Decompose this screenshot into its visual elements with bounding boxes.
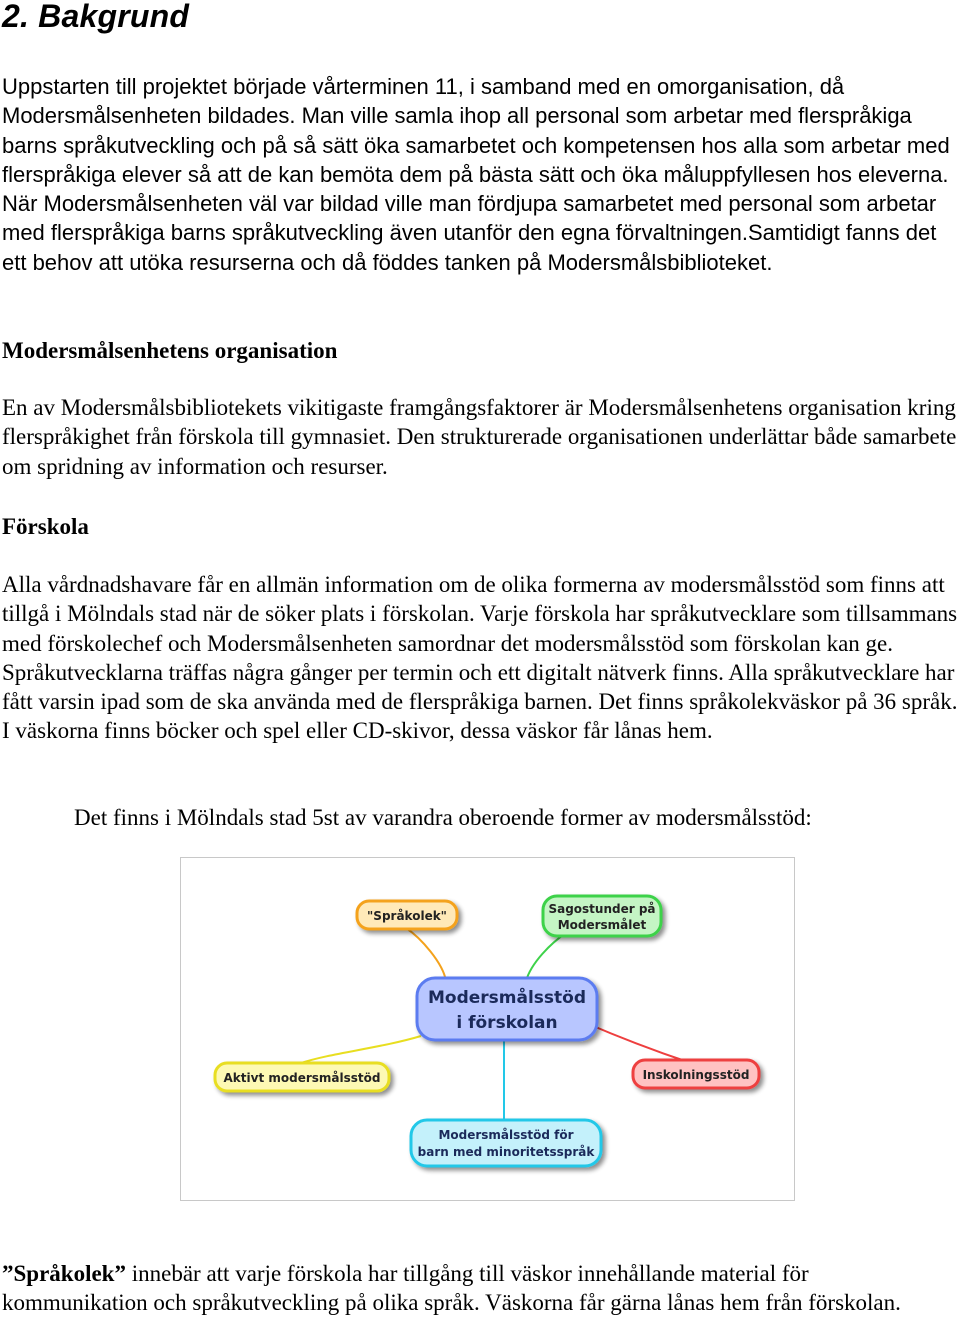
- forskola-paragraph: Alla vårdnadshavare får en allmän information om de olika formerna av modersmålsstöd som finns att tillgå i Mölndals stad när de söker plats i förskolan. Varje förskola har språkutvecklare som tillsammans med förskolechef och Modersmålsenheten samordnar det modersmålsstöd som förskolan kan ge. Språkutvecklarna träffas några gånger per termin och ett digitalt nätverk finns. Alla språkutvecklare har fått varsin ipad som de ska använda med de flerspråkiga barnen. Det finns språkolekväskor på 36 språk. I väskorna finns böcker och spel eller CD-skivor, dessa väskor får lånas hem.: [2, 572, 958, 744]
- sprakolek-text: innebär att varje förskola har tillgång till väskor innehållande material för kommunikation och språkutveckling på olika språk. Väskorna får gärna lånas hem från förskolan.: [2, 1261, 901, 1316]
- section-heading: 2. Bakgrund: [2, 0, 190, 34]
- sprakolek-paragraph: [2, 1259, 960, 1318]
- center-node: [417, 978, 597, 1040]
- center-node-line2: i förskolan: [456, 1013, 558, 1033]
- node-inskolning-label: Inskolningsstöd: [642, 1068, 750, 1082]
- connector-sprakolek: [406, 928, 446, 981]
- connector-sagostunder: [526, 933, 566, 981]
- node-sagostunder-line2: Modersmålet: [557, 918, 647, 932]
- node-minoritet-box: [411, 1120, 601, 1166]
- node-minoritet: [411, 1120, 601, 1166]
- node-aktivt: [215, 1063, 389, 1091]
- mindmap-svg: [181, 858, 794, 1200]
- mindmap-diagram: [180, 857, 795, 1201]
- sprakolek-term: ”Språkolek”: [2, 1261, 126, 1286]
- organisation-heading: Modersmålsenhetens organisation: [2, 338, 338, 363]
- intro-paragraph: Uppstarten till projektet började vårterminen 11, i samband med en omorganisation, då Modersmålsenheten bildades. Man ville samla ihop all personal som arbetar med flerspråkiga barns språkutveckling och på så sätt öka samarbetet och kompetensen hos alla som arbetar med flerspråkiga elever så att de kan bemöta dem på bästa sätt och öka måluppfyllesen hos eleverna. När Modersmålsenheten väl var bildad ville man fördjupa samarbetet med personal som arbetar med flerspråkiga barns språkutveckling även utanför den egna förvaltningen.Samtidigt fanns det ett behov att utöka resurserna och då föddes tanken på Modersmålsbiblioteket.: [2, 74, 950, 275]
- center-node-line1: Modersmålsstöd: [427, 988, 587, 1008]
- diagram-intro: Det finns i Mölndals stad 5st av varandra oberoende former av modersmålsstöd:: [74, 805, 812, 830]
- connector-inskolning: [586, 1023, 691, 1063]
- node-sagostunder: [543, 896, 661, 936]
- node-minoritet-line2: barn med minoritetsspråk: [417, 1145, 595, 1159]
- node-inskolning: [633, 1060, 759, 1088]
- node-aktivt-label: Aktivt modersmålsstöd: [223, 1071, 381, 1085]
- organisation-paragraph: En av Modersmålsbibliotekets vikitigaste framgångsfaktorer är Modersmålsenhetens organisation kring flerspråkighet från förskola till gymnasiet. Den strukturerade organisationen underlättar både samarbete om spridning av information och resurser.: [2, 395, 957, 479]
- connector-aktivt: [301, 1036, 421, 1063]
- node-sprakolek-label: "Språkolek": [367, 909, 447, 923]
- node-sprakolek: [357, 901, 457, 929]
- node-minoritet-line1: Modersmålsstöd för: [438, 1128, 574, 1142]
- node-sagostunder-line1: Sagostunder på: [548, 902, 656, 916]
- forskola-heading: Förskola: [2, 514, 89, 539]
